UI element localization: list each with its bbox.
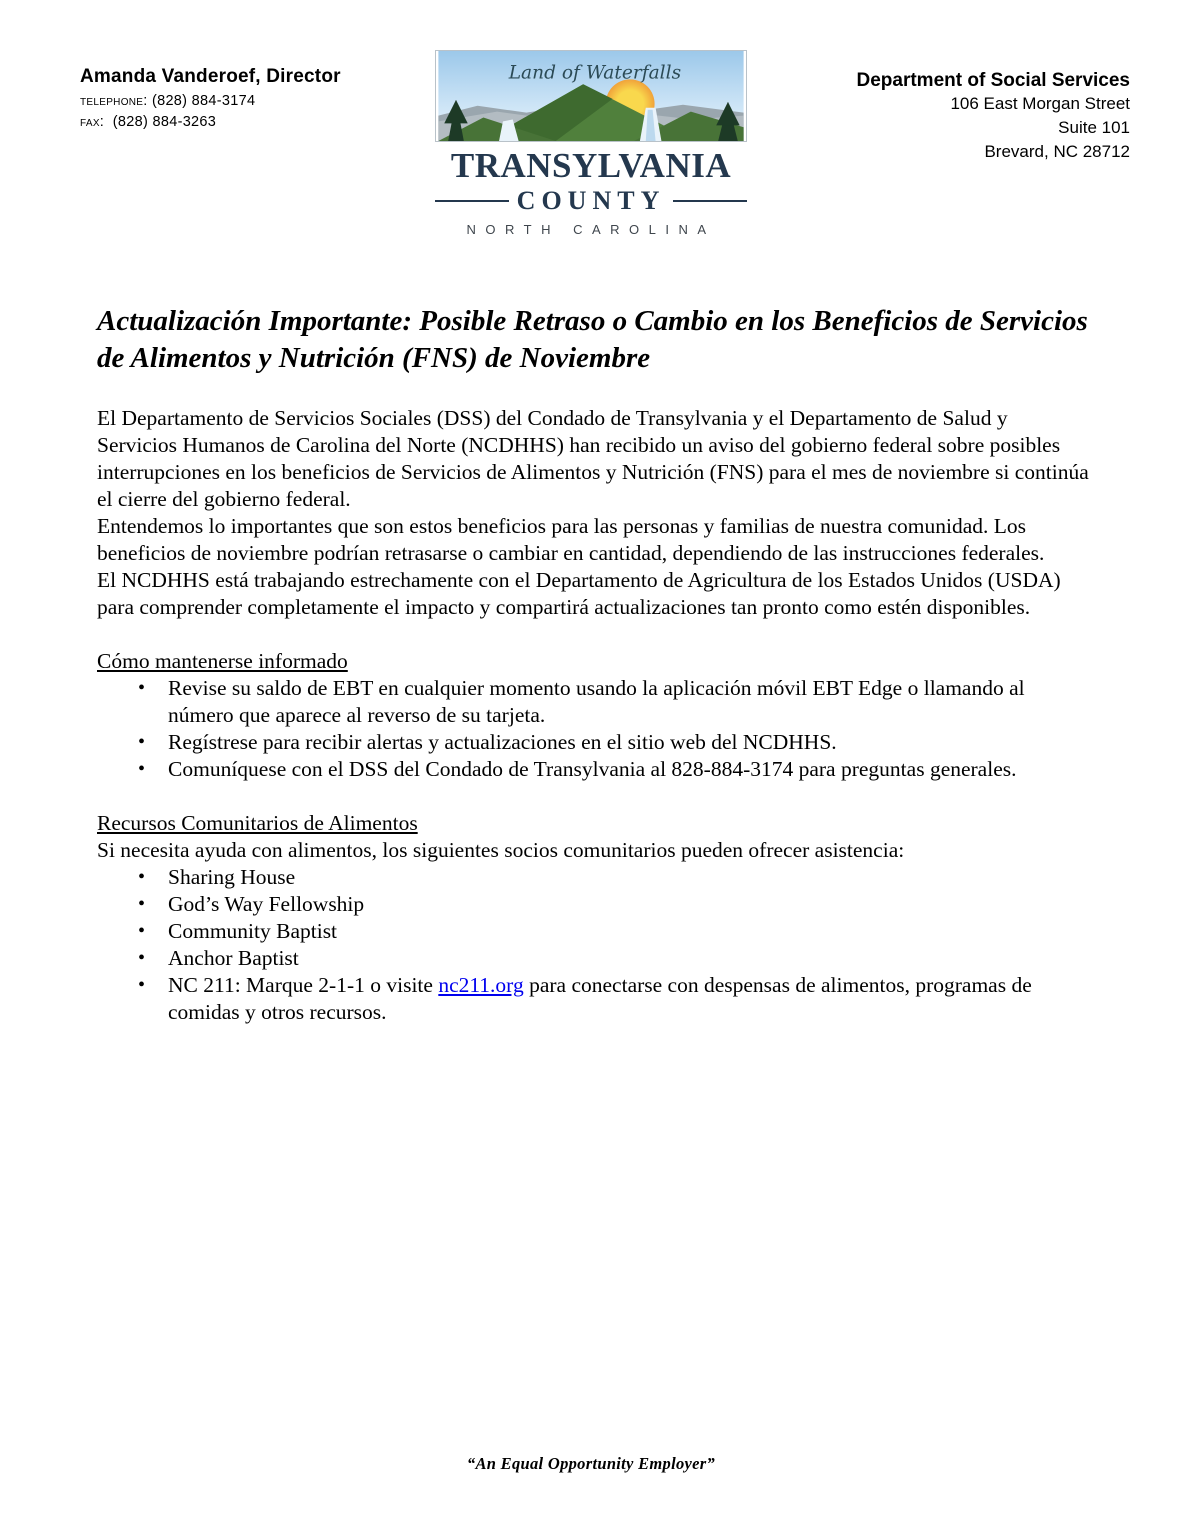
telephone-label: telephone: bbox=[80, 93, 148, 109]
nc211-link[interactable]: nc211.org bbox=[438, 973, 524, 997]
logo-landscape-image bbox=[435, 50, 747, 142]
list-item: • Revise su saldo de EBT en cualquier momento usando la aplicación móvil EBT Edge o llamando al número que aparece al reverso de su tarjeta. bbox=[97, 675, 1091, 729]
letterhead-address-block bbox=[857, 70, 1131, 164]
department-name: Department of Social Services bbox=[856, 70, 1130, 91]
recursos-intro: Si necesita ayuda con alimentos, los siguientes socios comunitarios pueden ofrecer asistencia: bbox=[97, 838, 905, 862]
nc211-text-post: para conectarse con despensas de alimentos, programas de comidas y otros recursos. bbox=[168, 973, 1032, 1024]
logo-rule-right bbox=[673, 200, 747, 202]
blank-line bbox=[97, 621, 1091, 648]
logo-state-name: NORTH CAROLINA bbox=[466, 222, 716, 237]
logo-rule-left bbox=[435, 200, 509, 202]
fax-line bbox=[80, 114, 341, 130]
telephone-line bbox=[80, 93, 341, 109]
section-heading-recursos: Recursos Comunitarios de Alimentos bbox=[97, 811, 418, 835]
paragraph-2: Entendemos lo importantes que son estos beneficios para las personas y familias de nuestra comunidad. Los beneficios de noviembre podrían retrasarse o cambiar en cantidad, dependiendo de las instrucciones federales. bbox=[97, 514, 1045, 565]
county-logo bbox=[435, 50, 747, 237]
informado-bullet-list bbox=[97, 675, 1091, 783]
letterhead-director-block bbox=[80, 66, 341, 130]
list-item: • Regístrese para recibir alertas y actualizaciones en el sitio web del NCDHHS. bbox=[97, 729, 1091, 756]
logo-tagline-text: Land of Waterfalls bbox=[508, 62, 682, 84]
blank-line bbox=[97, 783, 1091, 810]
document-content bbox=[97, 303, 1091, 1026]
director-name: Amanda Vanderoef, Director bbox=[80, 66, 341, 87]
telephone-number: (828) 884-3174 bbox=[151, 93, 256, 109]
logo-county-row bbox=[435, 186, 747, 216]
fax-number: (828) 884-3263 bbox=[112, 114, 217, 130]
address-city: Brevard, NC 28712 bbox=[984, 142, 1130, 161]
list-item: • Community Baptist bbox=[97, 918, 1091, 945]
list-item: • Anchor Baptist bbox=[97, 945, 1091, 972]
nc211-text-pre: NC 211: Marque 2-1-1 o visite bbox=[168, 973, 439, 997]
section-heading-informado: Cómo mantenerse informado bbox=[97, 649, 348, 673]
address-suite: Suite 101 bbox=[1058, 118, 1130, 137]
list-item: • Sharing House bbox=[97, 864, 1091, 891]
logo-county-word: COUNTY bbox=[516, 186, 666, 215]
list-item-nc211 bbox=[97, 972, 1091, 1026]
list-item: • God’s Way Fellowship bbox=[97, 891, 1091, 918]
list-item: • Comuníquese con el DSS del Condado de Transylvania al 828-884-3174 para preguntas generales. bbox=[97, 756, 1091, 783]
paragraph-3: El NCDHHS está trabajando estrechamente con el Departamento de Agricultura de los Estados Unidos (USDA) para comprender completamente el impacto y compartirá actualizaciones tan pronto como estén disponibles. bbox=[97, 568, 1061, 619]
document-title: Actualización Importante: Posible Retraso o Cambio en los Beneficios de Servicios de Alimentos y Nutrición (FNS) de Noviembre bbox=[97, 305, 1088, 374]
footer-eoe-statement: “An Equal Opportunity Employer” bbox=[466, 1454, 716, 1473]
address-street: 106 East Morgan Street bbox=[950, 94, 1130, 113]
paragraph-1: El Departamento de Servicios Sociales (DSS) del Condado de Transylvania y el Departamento de Salud y Servicios Humanos de Carolina del Norte (NCDHHS) han recibido un aviso del gobierno federal sobre posibles interrupciones en los beneficios de Servicios de Alimentos y Nutrición (FNS) para el mes de noviembre si continúa el cierre del gobierno federal. bbox=[97, 406, 1089, 511]
recursos-bullet-list bbox=[97, 864, 1091, 1026]
logo-county-name: TRANSYLVANIA bbox=[450, 146, 732, 185]
fax-label: fax: bbox=[80, 114, 105, 130]
